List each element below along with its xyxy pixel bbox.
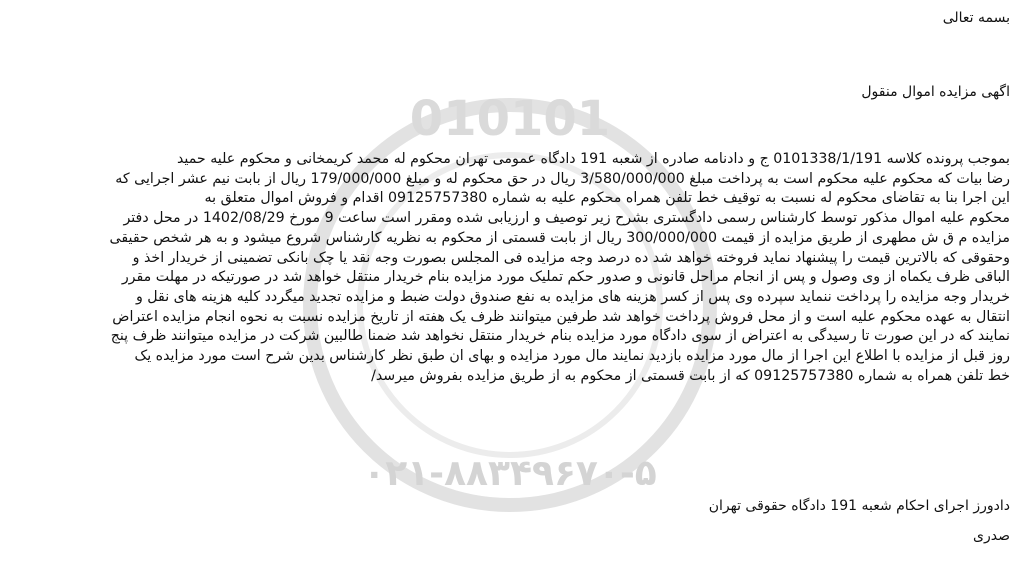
- body-line: الباقی ظرف یکماه از وی وصول و پس از انجام مراحل قانونی و صدور حکم تملیک مورد مزایده بنام خریدار منتقل خواهد شد در صورتیکه در مهلت مقرر: [121, 269, 1010, 286]
- body-line: مزایده م ق ش مطهری از طریق مزایده از قیمت 300/000/000 ریال از بابت قسمتی از محکوم به نظریه کارشناس شروع میشود و به هر شخص حقیقی: [109, 229, 1010, 246]
- watermark-phone-text: ۰۲۱-۸۸۳۴۹۶۷۰-۵: [363, 453, 657, 494]
- signature-line: دادورز اجرای احکام شعبه 191 دادگاه حقوقی تهران: [708, 498, 1010, 514]
- body-line: انتقال به عهده محکوم علیه است و از محل فروش پرداخت خواهد شد طرفین میتوانند ظرف یک هفته از تاریخ مزایده نسبت به نحوه انجام مزایده اعتراض: [112, 308, 1010, 325]
- body-line: روز قبل از مزایده با اطلاع این اجرا از مال مورد مزایده بازدید نمایند مال مورد مزایده و بهای ان طبق نظر کارشناس بدین شرح است مورد مزایده یک: [134, 348, 1010, 365]
- body-line: این اجرا بنا به تقاضای محکوم له نسبت به توقیف خط تلفن همراه محکوم علیه به شماره 09125757380 اقدام و فروش اموال متعلق به: [204, 190, 1010, 207]
- basmala: بسمه تعالی: [942, 10, 1010, 26]
- notice-title: اگهی مزایده اموال منقول: [861, 84, 1010, 100]
- notice-body: [10, 150, 1010, 386]
- body-line: بموجب پرونده کلاسه 0101338/1/191 ج و دادنامه صادره از شعبه 191 دادگاه عمومی تهران محکوم له محمد کریمخانی و محکوم علیه حمید: [176, 151, 1010, 167]
- body-line: رضا بیات که محکوم علیه محکوم است به پرداخت مبلغ 3/580/000/000 ریال در حق محکوم له و مبلغ 179/000/000 ریال از بابت نیم عشر اجرایی که: [115, 170, 1010, 187]
- body-line: وحقوقی که بالاترین قیمت را پیشنهاد نماید فروخته خواهد شد ده درصد وجه مزایده فی المجلس بصورت وجه نقد یا چک بانکی تضمینی از خریدار اخذ و: [132, 249, 1010, 266]
- body-line: نمایند که در این صورت تا رسیدگی به اعتراض از سوی دادگاه مورد مزایده بنام خریدار منتقل نخواهد شد ضمنا طالبین شرکت در مزایده میتوانند ظرف پنج: [110, 328, 1010, 345]
- body-line: خریدار وجه مزایده را پرداخت ننماید سپرده وی پس از کسر هزینه های مزایده به نفع صندوق دولت ضبط و مزایده تجدید میگردد کلیه هزینه های نقل و: [135, 288, 1010, 305]
- body-line: محکوم علیه اموال مذکور توسط کارشناس رسمی دادگستری بشرح زیر توصیف و ارزیابی شده ومقرر است ساعت 9 مورخ 1402/08/29 در محل دفتر: [123, 210, 1010, 227]
- signature-name: صدری: [973, 528, 1010, 544]
- body-line: خط تلفن همراه به شماره 09125757380 که از بابت قسمتی از محکوم به از طریق مزایده بفروش میرسد/: [371, 367, 1010, 384]
- watermark-top-text: 010101: [409, 95, 611, 147]
